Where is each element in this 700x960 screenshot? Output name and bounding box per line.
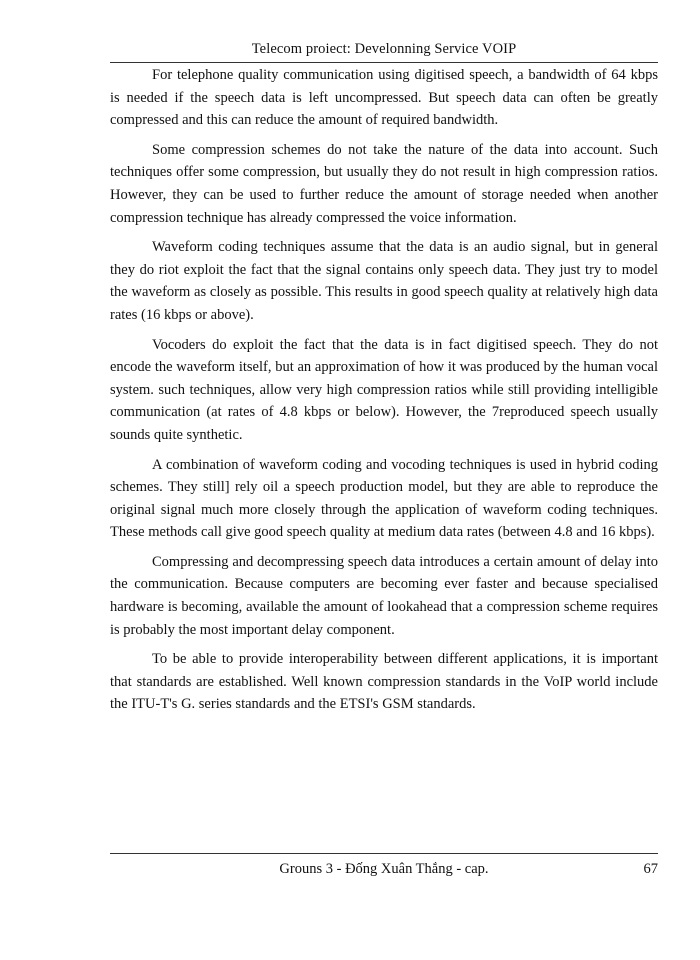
paragraph-vocoders: Vocoders do exploit the fact that the data is in fact digitised speech. They do not encode the waveform itself, but an approximation of how it was produced by the human vocal system. such techniques, allow very high compression ratios while still providing intelligible communication (at rates of 4.8 kbps or below). However, the 7reproduced speech usually sounds quite synthetic.: [110, 336, 658, 443]
document-body: [110, 64, 658, 723]
page-number: 67: [643, 861, 658, 877]
paragraph-waveform-coding: Waveform coding techniques assume that the data is an audio signal, but in general they do riot exploit the fact that the signal contains only speech data. They just try to model the waveform as closely as possible. This results in good speech quality at relatively high data rates (16 kbps or above).: [110, 239, 658, 323]
paragraph-delay: Compressing and decompressing speech data introduces a certain amount of delay into the communication. Because computers are becoming ever faster and because specialised hardware is becoming, available the amount of lookahead that a compression scheme requires is probably the most important delay component.: [110, 553, 658, 638]
paragraph-standards: To be able to provide interoperability between different applications, it is important that standards are established. Well known compression standards in the VoIP world include the ITU-T's G. series standards and the ETSI's GSM standards.: [110, 651, 658, 713]
paragraph-hybrid-coding: A combination of waveform coding and vocoding techniques is used in hybrid coding schemes. They still] rely oil a speech production model, but they are able to reproduce the original signal much more closely through the application of waveform coding techniques. These methods call give good speech quality at medium data rates (between 4.8 and 16 kbps).: [110, 456, 658, 541]
page-footer: [110, 858, 658, 882]
paragraph-compression-schemes: Some compression schemes do not take the nature of the data into account. Such techniques offer some compression, but usually they do not result in high compression ratios. However, they can be used to further reduce the amount of storage needed when another compression technique has already compressed the voice information.: [110, 141, 658, 226]
header-divider: [110, 62, 658, 63]
footer-author: Grouns 3 - Đống Xuân Thắng - cap.: [279, 861, 489, 877]
paragraph-bandwidth: For telephone quality communication using digitised speech, a bandwidth of 64 kbps is needed if the speech data is left uncompressed. But speech data can often be greatly compressed and this can reduce the amount of required bandwidth.: [110, 67, 658, 129]
footer-divider: [110, 853, 658, 854]
page-header: Telecom proiect: Develonning Service VOIP: [251, 41, 517, 57]
